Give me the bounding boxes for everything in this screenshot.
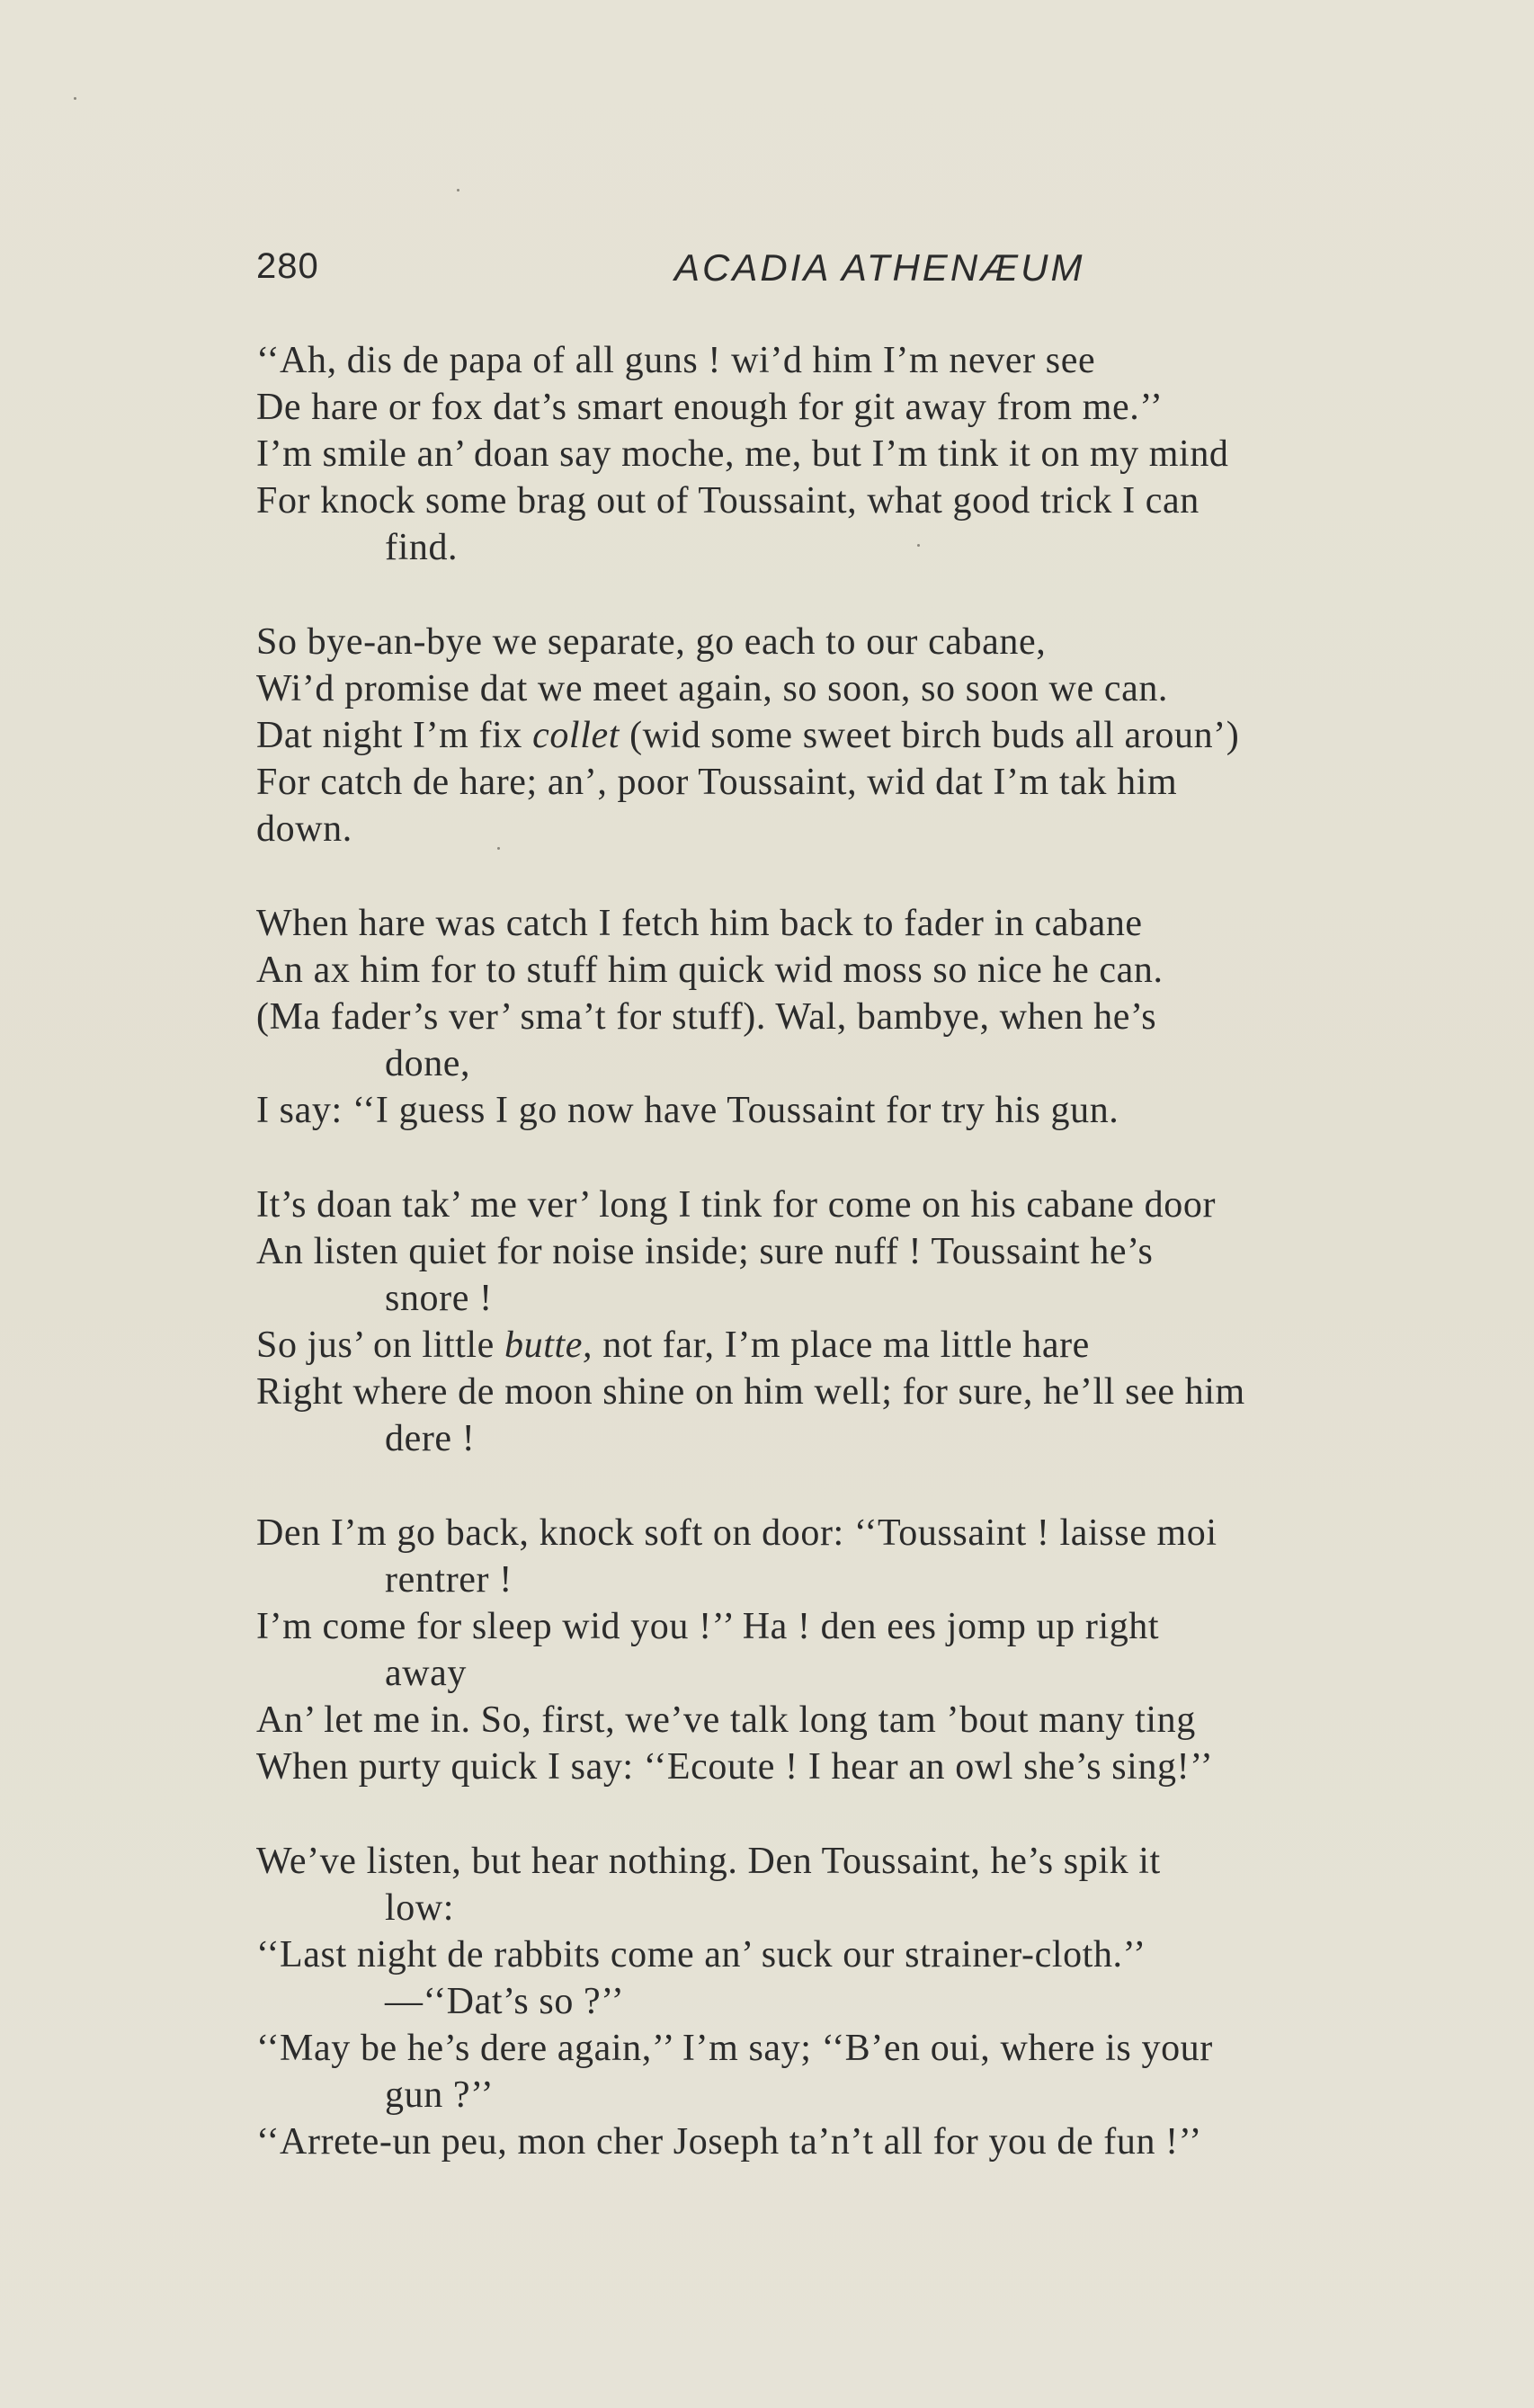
verse-line-turnover: find. xyxy=(385,527,459,568)
verse-line: Right where de moon shine on him well; for sure, he’ll see him xyxy=(256,1371,1245,1413)
verse-line-turnover: —‘‘Dat’s so ?’’ xyxy=(385,1981,625,2022)
verse-text: not far, I’m place ma little hare xyxy=(593,1324,1090,1366)
verse-text: So jus’ on little xyxy=(256,1324,505,1366)
stanza xyxy=(256,1182,1470,1462)
poem-body xyxy=(256,337,1470,2213)
verse-line: So bye-an-bye we separate, go each to our cabane, xyxy=(256,621,1047,663)
verse-line: Wi’d promise dat we meet again, so soon, so soon we can. xyxy=(256,668,1169,709)
verse-line-turnover: done, xyxy=(385,1043,471,1084)
verse-line xyxy=(256,712,1470,759)
verse-line: An listen quiet for noise inside; sure nuff ! Toussaint he’s xyxy=(256,1231,1154,1272)
verse-text: (wid some sweet birch buds all aroun’) xyxy=(619,715,1240,756)
verse-line: ‘‘Arrete-un peu, mon cher Joseph ta’n’t all for you de fun !’’ xyxy=(256,2121,1202,2163)
verse-line: ‘‘Last night de rabbits come an’ suck our strainer-cloth.’’ xyxy=(256,1934,1146,1975)
verse-text: Dat night I’m fix xyxy=(256,715,533,756)
verse-line: De hare or fox dat’s smart enough for git away from me.’’ xyxy=(256,387,1164,428)
verse-line: It’s doan tak’ me ver’ long I tink for come on his cabane door xyxy=(256,1184,1217,1226)
stanza xyxy=(256,1838,1470,2165)
verse-line: I say: ‘‘I guess I go now have Toussaint for try his gun. xyxy=(256,1090,1119,1131)
verse-line-turnover: snore ! xyxy=(385,1278,493,1319)
verse-line: We’ve listen, but hear nothing. Den Toussaint, he’s spik it xyxy=(256,1841,1161,1882)
stanza xyxy=(256,900,1470,1134)
paper-speck xyxy=(74,97,76,100)
verse-line xyxy=(256,1322,1470,1369)
verse-line: ‘‘Ah, dis de papa of all guns ! wi’d him I’m never see xyxy=(256,340,1096,381)
verse-line: I’m come for sleep wid you !’’ Ha ! den ees jomp up right xyxy=(256,1606,1160,1647)
verse-line: When hare was catch I fetch him back to fader in cabane xyxy=(256,903,1143,944)
verse-line: Den I’m go back, knock soft on door: ‘‘Toussaint ! laisse moi xyxy=(256,1512,1217,1554)
verse-line-turnover: dere ! xyxy=(385,1418,476,1459)
verse-line-turnover: low: xyxy=(385,1887,455,1929)
verse-line-turnover: away xyxy=(385,1653,468,1694)
italic-word: collet xyxy=(532,715,620,756)
verse-line-turnover: gun ?’’ xyxy=(385,2074,495,2116)
running-title: ACADIA ATHENÆUM xyxy=(674,246,1085,289)
verse-line-turnover: rentrer ! xyxy=(385,1559,513,1601)
paper-speck xyxy=(457,189,459,192)
verse-line: An’ let me in. So, first, we’ve talk long tam ’bout many ting xyxy=(256,1699,1196,1741)
page-number: 280 xyxy=(256,246,319,286)
verse-line: ‘‘May be he’s dere again,’’ I’m say; ‘‘B’en oui, where is your xyxy=(256,2028,1213,2069)
verse-line: (Ma fader’s ver’ sma’t for stuff). Wal, bambye, when he’s xyxy=(256,996,1157,1038)
verse-line: down. xyxy=(256,808,352,850)
verse-line: I’m smile an’ doan say moche, me, but I’m tink it on my mind xyxy=(256,433,1229,475)
page-header xyxy=(256,246,1470,300)
stanza xyxy=(256,619,1470,852)
verse-line: When purty quick I say: ‘‘Ecoute ! I hear an owl she’s sing!’’ xyxy=(256,1746,1214,1788)
stanza xyxy=(256,1510,1470,1790)
verse-line: For knock some brag out of Toussaint, what good trick I can xyxy=(256,480,1200,522)
verse-line: An ax him for to stuff him quick wid moss so nice he can. xyxy=(256,950,1164,991)
verse-line: For catch de hare; an’, poor Toussaint, wid dat I’m tak him xyxy=(256,762,1178,803)
stanza xyxy=(256,337,1470,571)
italic-word: butte, xyxy=(504,1324,593,1366)
